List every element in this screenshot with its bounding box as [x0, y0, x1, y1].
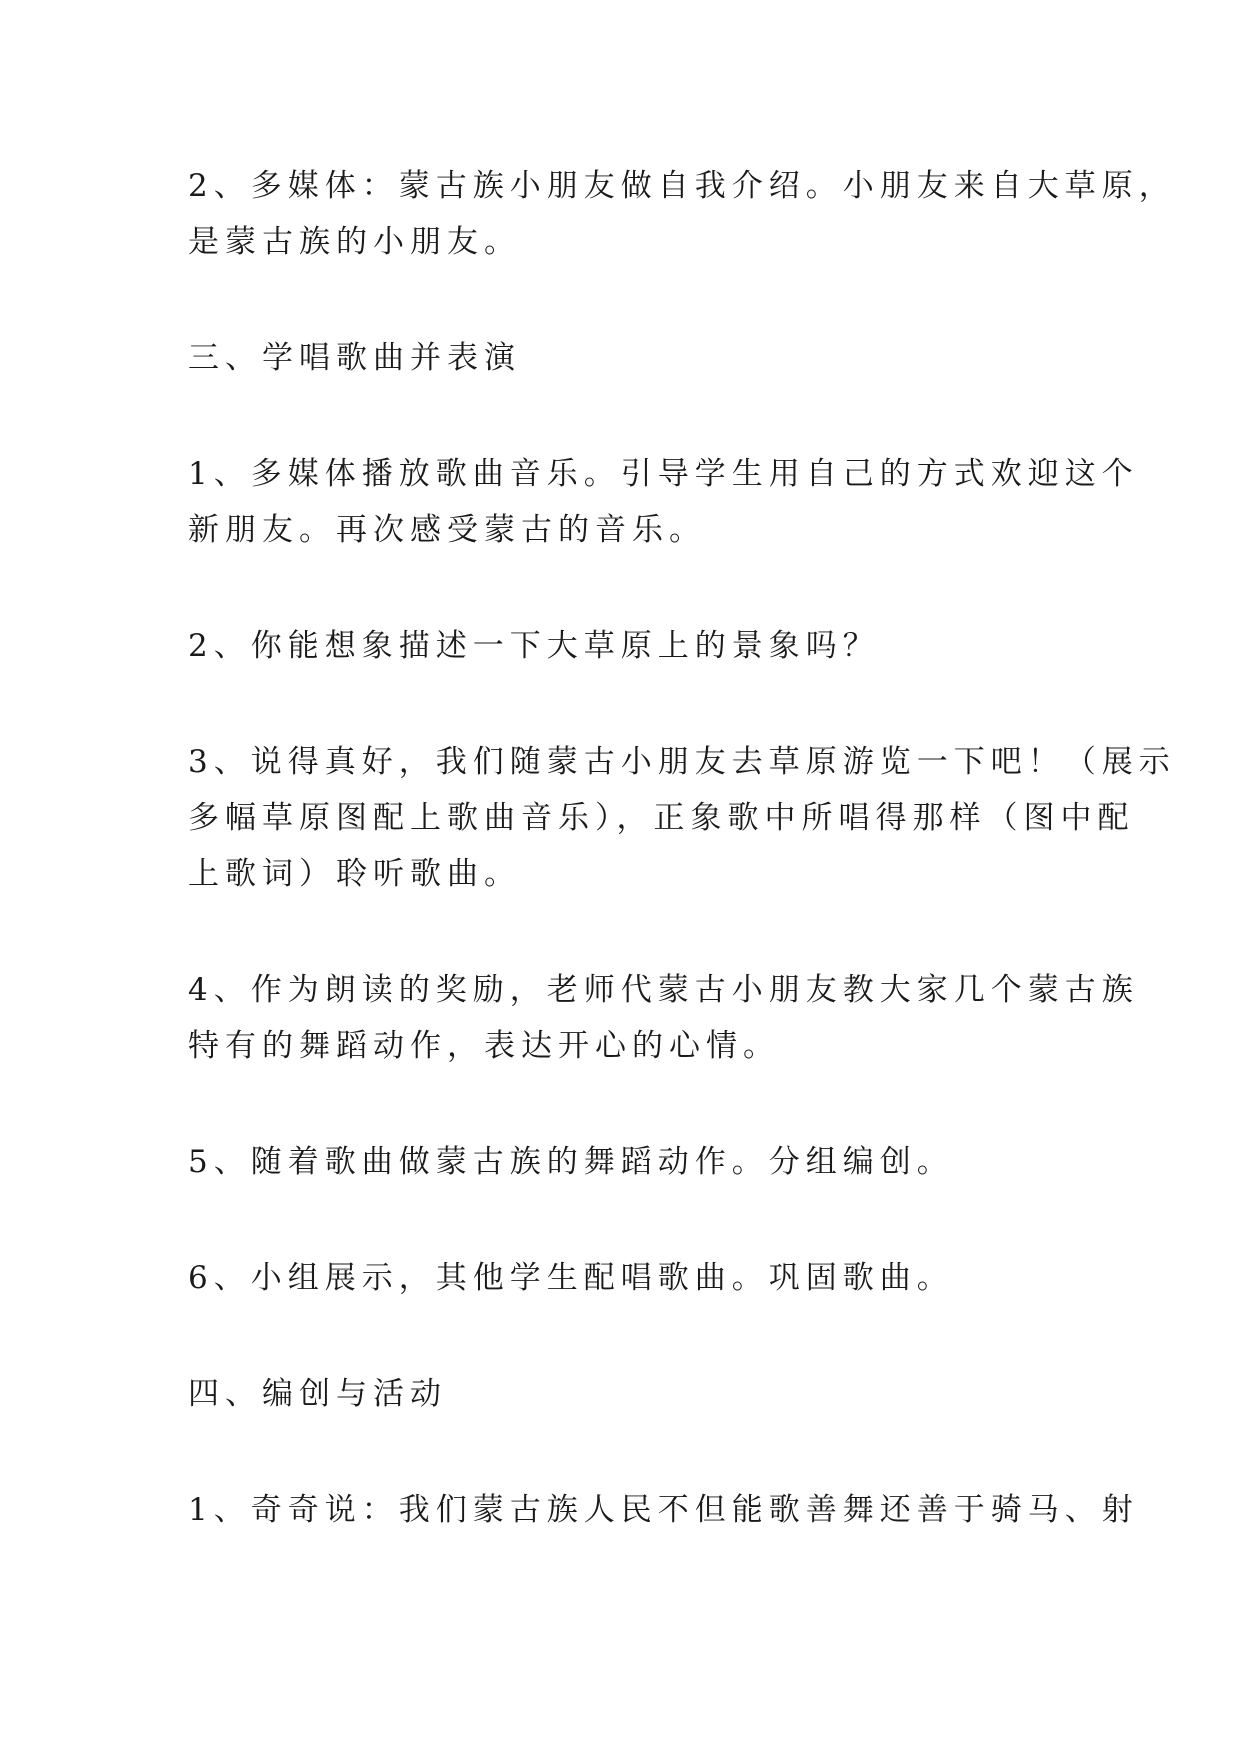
- text-line: 5、随着歌曲做蒙古族的舞蹈动作。分组编创。: [188, 1144, 954, 1180]
- text-line: 1、多媒体播放歌曲音乐。引导学生用自己的方式欢迎这个: [188, 456, 1139, 492]
- text-line: 上歌词）聆听歌曲。: [188, 856, 521, 892]
- text-line: 2、你能想象描述一下大草原上的景象吗？: [188, 628, 880, 664]
- paragraph-dance-reward: [188, 962, 1139, 1074]
- text-line: 四、编创与活动: [188, 1376, 447, 1412]
- text-line: 6、小组展示，其他学生配唱歌曲。巩固歌曲。: [188, 1260, 954, 1296]
- text-line: 是蒙古族的小朋友。: [188, 224, 521, 260]
- paragraph-tour-grassland: [188, 734, 1176, 902]
- text-line: 4、作为朗读的奖励，老师代蒙古小朋友教大家几个蒙古族: [188, 972, 1139, 1008]
- text-line: 特有的舞蹈动作，表达开心的心情。: [188, 1028, 780, 1064]
- paragraph-multimedia-intro: [188, 158, 1176, 270]
- paragraph-dance-with-song: [188, 1134, 1068, 1190]
- text-line: 1、奇奇说：我们蒙古族人民不但能歌善舞还善于骑马、射: [188, 1492, 1139, 1528]
- paragraph-qiqi-says: [188, 1482, 1139, 1538]
- section-heading-create-activity: [188, 1366, 1068, 1422]
- text-line: 2、多媒体：蒙古族小朋友做自我介绍。小朋友来自大草原，: [188, 168, 1176, 204]
- text-line: 3、说得真好，我们随蒙古小朋友去草原游览一下吧！（展示: [188, 744, 1176, 780]
- text-line: 三、学唱歌曲并表演: [188, 340, 521, 376]
- text-line: 多幅草原图配上歌曲音乐），正象歌中所唱得那样（图中配: [188, 800, 1135, 836]
- document-body: [188, 158, 1176, 1598]
- section-heading-learn-sing: [188, 330, 1068, 386]
- paragraph-group-show: [188, 1250, 1068, 1306]
- paragraph-imagine-grassland: [188, 618, 1068, 674]
- text-line: 新朋友。再次感受蒙古的音乐。: [188, 512, 706, 548]
- paragraph-play-music: [188, 446, 1139, 558]
